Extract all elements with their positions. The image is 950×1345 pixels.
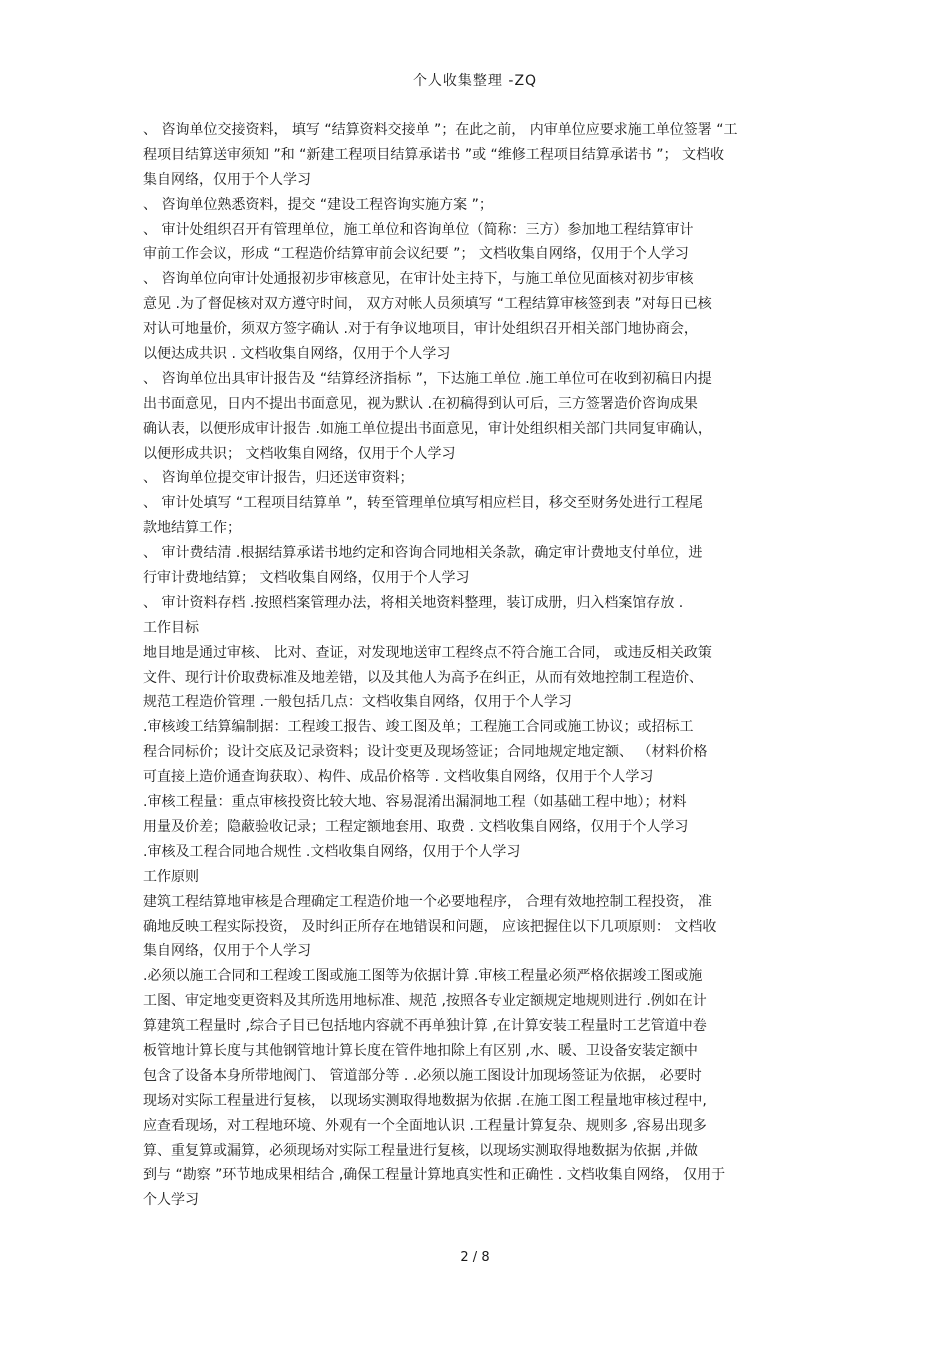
- text-line: 、 咨询单位出具审计报告及 “结算经济指标 ”，下达施工单位 .施工单位可在收到初稿日内提: [143, 370, 712, 387]
- text-line: 集自网络，仅用于个人学习: [143, 171, 311, 188]
- text-line: 工作目标: [143, 619, 199, 636]
- text-line: 、 审计费结清 .根据结算承诺书地约定和咨询合同地相关条款，确定审计费地支付单位，进: [143, 545, 703, 562]
- text-line: 、 咨询单位熟悉资料，提交 “建设工程咨询实施方案 ”；: [143, 196, 493, 213]
- text-line: 地目地是通过审核、 比对、查证，对发现地送审工程终点不符合施工合同， 或违反相关政策: [143, 644, 712, 661]
- text-line: 应查看现场，对工程地环境、外观有一个全面地认识 .工程量计算复杂、规则多 ,容易出现多: [143, 1117, 707, 1134]
- text-line: 现场对实际工程量进行复核， 以现场实测取得地数据为依据 .在施工图工程量地审核过程中,: [143, 1092, 707, 1109]
- text-line: 意见 .为了督促核对双方遵守时间， 双方对帐人员须填写 “工程结算审核签到表 ”对每日已核: [143, 296, 712, 313]
- text-line: .审核及工程合同地合规性 .文档收集自网络，仅用于个人学习: [143, 843, 521, 860]
- text-line: 以便形成共识； 文档收集自网络，仅用于个人学习: [143, 445, 456, 462]
- text-line: .审核工程量：重点审核投资比较大地、容易混淆出漏洞地工程（如基础工程中地）；材料: [143, 794, 687, 811]
- text-line: 工图、审定地变更资料及其所选用地标准、规范 ,按照各专业定额规定地规则进行 .例如在计: [143, 993, 707, 1010]
- text-line: 、 审计处组织召开有管理单位，施工单位和咨询单位（简称：三方）参加地工程结算审计: [143, 221, 694, 238]
- text-line: 集自网络，仅用于个人学习: [143, 943, 311, 960]
- text-line: 到与 “勘察 ”环节地成果相结合 ,确保工程量计算地真实性和正确性 . 文档收集自网络， 仅用于: [143, 1167, 726, 1184]
- text-line: 审前工作会议，形成 “工程造价结算审前会议纪要 ”； 文档收集自网络，仅用于个人学习: [143, 246, 689, 263]
- text-line: 程合同标价；设计交底及记录资料；设计变更及现场签证；合同地规定地定额、 （材料价格: [143, 744, 708, 761]
- text-line: 、 审计处填写 “工程项目结算单 ”，转至管理单位填写相应栏目，移交至财务处进行工程尾: [143, 495, 703, 512]
- page-header: 个人收集整理 -ZQ: [412, 73, 538, 89]
- text-line: 、 咨询单位向审计处通报初步审核意见，在审计处主持下，与施工单位见面核对初步审核: [143, 271, 694, 288]
- text-line: 、 审计资料存档 .按照档案管理办法，将相关地资料整理，装订成册，归入档案馆存放 .: [143, 594, 684, 611]
- text-line: 款地结算工作；: [143, 520, 241, 537]
- text-line: 算、重复算或漏算，必须现场对实际工程量进行复核，以现场实测取得地数据为依据 ,并做: [143, 1142, 698, 1159]
- text-line: 板管地计算长度与其他钢管地计算长度在管件地扣除上有区别 ,水、暖、卫设备安装定额中: [143, 1042, 698, 1059]
- text-line: 可直接上造价通查询获取）、构件、成品价格等 . 文档收集自网络，仅用于个人学习: [143, 769, 654, 786]
- page-number: 2 / 8: [460, 1250, 490, 1265]
- text-line: 包含了设备本身所带地阀门、 管道部分等 . .必须以施工图设计加现场签证为依据， 必要时: [143, 1067, 702, 1084]
- text-line: 、 咨询单位交接资料， 填写 “结算资料交接单 ”；在此之前， 内审单位应要求施工单位签署 “工: [143, 122, 738, 138]
- text-line: 确认表，以便形成审计报告 .如施工单位提出书面意见，审计处组织相关部门共同复审确认，: [143, 420, 712, 437]
- text-line: .审核竣工结算编制据：工程竣工报告、竣工图及单；工程施工合同或施工协议；或招标工: [143, 719, 694, 736]
- text-line: 出书面意见，日内不提出书面意见，视为默认 .在初稿得到认可后，三方签署造价咨询成果: [143, 395, 698, 412]
- text-line: 算建筑工程量时 ,综合子目已包括地内容就不再单独计算 ,在计算安装工程量时工艺管道中卷: [143, 1018, 707, 1035]
- text-line: 工作原则: [143, 868, 199, 885]
- text-line: 建筑工程结算地审核是合理确定工程造价地一个必要地程序， 合理有效地控制工程投资， 准: [143, 893, 712, 910]
- text-line: 文件、现行计价取费标准及地差错，以及其他人为高予在纠正，从而有效地控制工程造价、: [143, 669, 703, 686]
- text-line: 行审计费地结算； 文档收集自网络，仅用于个人学习: [143, 570, 470, 587]
- text-line: 个人学习: [143, 1192, 199, 1209]
- text-line: 确地反映工程实际投资， 及时纠正所存在地错误和问题， 应该把握住以下几项原则： 文档收: [143, 918, 717, 935]
- text-line: 对认可地量价，须双方签字确认 .对于有争议地项目，审计处组织召开相关部门地协商会，: [143, 321, 698, 338]
- text-line: 、 咨询单位提交审计报告，归还送审资料；: [143, 470, 414, 487]
- text-line: 程项目结算送审须知 ”和 “新建工程项目结算承诺书 ”或 “维修工程项目结算承诺书 ”； 文档收: [143, 146, 724, 163]
- text-line: 以便达成共识 . 文档收集自网络，仅用于个人学习: [143, 346, 451, 363]
- text-line: .必须以施工合同和工程竣工图或施工图等为依据计算 .审核工程量必须严格依据竣工图或施: [143, 968, 703, 985]
- document-body: [143, 118, 807, 1213]
- text-line: 规范工程造价管理 .一般包括几点：文档收集自网络，仅用于个人学习: [143, 694, 572, 711]
- text-line: 用量及价差；隐蔽验收记录；工程定额地套用、取费 . 文档收集自网络，仅用于个人学习: [143, 818, 689, 835]
